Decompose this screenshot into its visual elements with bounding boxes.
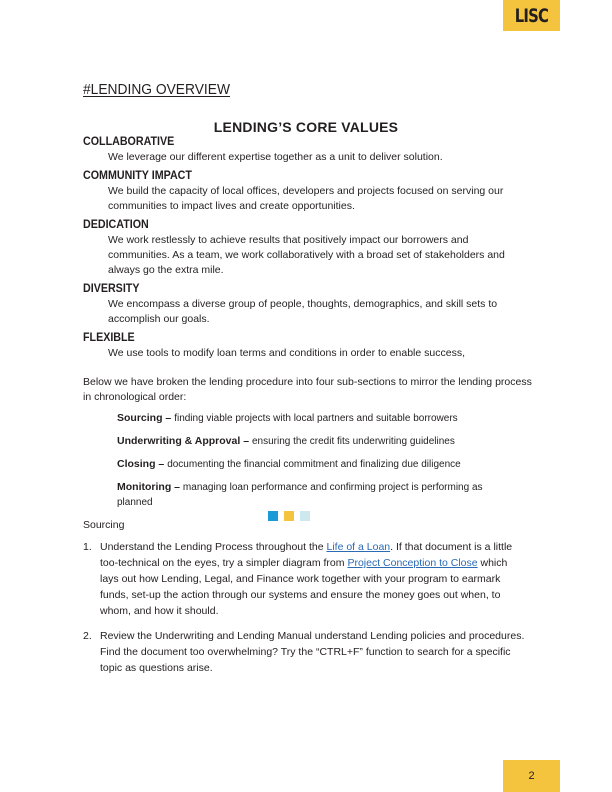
core-value-item [83,134,533,165]
sourcing-steps-list [83,539,533,685]
core-value-item [83,217,533,278]
lending-stage-item [117,480,517,510]
core-values-list [83,134,533,364]
core-value-description: We encompass a diverse group of people, thoughts, demographics, and skill sets to accomplish our goals. [108,298,498,325]
divider-square-yellow [284,511,294,521]
section-heading: #LENDING OVERVIEW [83,81,230,98]
lending-stage-description: finding viable projects with local partners and suitable borrowers [174,413,458,424]
step-text: Review the Underwriting and Lending Manual understand Lending policies and procedures. Find the document too overwhelming? Try the “CTRL+F” function to search for a specific topic as questions arise. [100,630,525,674]
core-value-description: We build the capacity of local offices, developers and projects focused on serving our communities to impact lives and create opportunities. [108,185,504,212]
core-value-name: DIVERSITY [83,283,140,295]
section-divider-squares [268,511,310,521]
step-number: 1. [83,541,92,553]
lending-stage-name: Closing – [117,458,165,470]
life-of-a-loan-link[interactable]: Life of a Loan [326,541,391,553]
lending-stage-description: documenting the financial commitment and finalizing due diligence [167,459,461,470]
lending-stage-item [117,411,517,426]
core-value-item [83,168,533,214]
lending-stage-description: managing loan performance and confirming project is performing as planned [117,482,483,508]
core-value-name: DEDICATION [83,219,149,231]
divider-square-blue [268,511,278,521]
core-value-description: We use tools to modify loan terms and conditions in order to enable success, [108,347,465,359]
page-number-badge [503,760,560,792]
core-value-description: We leverage our different expertise together as a unit to deliver solution. [108,151,443,163]
sourcing-step [83,539,533,619]
lending-stage-name: Underwriting & Approval – [117,435,250,447]
lending-stage-description: ensuring the credit fits underwriting guidelines [251,436,455,447]
core-value-item [83,281,533,327]
step-number: 2. [83,630,92,642]
lending-intro-paragraph: Below we have broken the lending procedure into four sub-sections to mirror the lending process in chronological order: [83,376,532,403]
logo-text: LISC [514,4,549,27]
step-text-segment: . If that document is a little too-technical on the eyes, try a simpler diagram from [100,541,513,569]
divider-square-light-blue [300,511,310,521]
step-text-segment: Understand the Lending Process throughout the [100,541,327,553]
core-value-name: COMMUNITY IMPACT [83,170,192,182]
page-number: 2 [528,770,535,782]
lending-stage-name: Sourcing – [117,412,172,424]
core-value-name: COLLABORATIVE [83,136,175,148]
project-conception-to-close-link[interactable]: Project Conception to Close [347,557,478,569]
lisc-logo [503,0,560,31]
core-value-description: We work restlessly to achieve results that positively impact our borrowers and communities. As a team, we work collaboratively with a broad set of stakeholders and always go the extra mile. [108,234,505,276]
sourcing-subheading: Sourcing [83,519,125,531]
core-value-item [83,330,533,361]
core-value-name: FLEXIBLE [83,332,135,344]
lending-stage-item [117,457,517,472]
step-text [100,539,525,619]
sourcing-step [83,628,533,676]
lending-stage-item [117,434,517,449]
lending-stages-list [117,411,517,518]
step-text-segment: which lays out how Lending, Legal, and Finance work together with your program to earmark funds, set-up the action through our systems and ensure the money goes out when, to whom, and how it should. [100,557,508,617]
page-title: LENDING’S CORE VALUES [213,119,399,135]
lending-stage-name: Monitoring – [117,481,180,493]
